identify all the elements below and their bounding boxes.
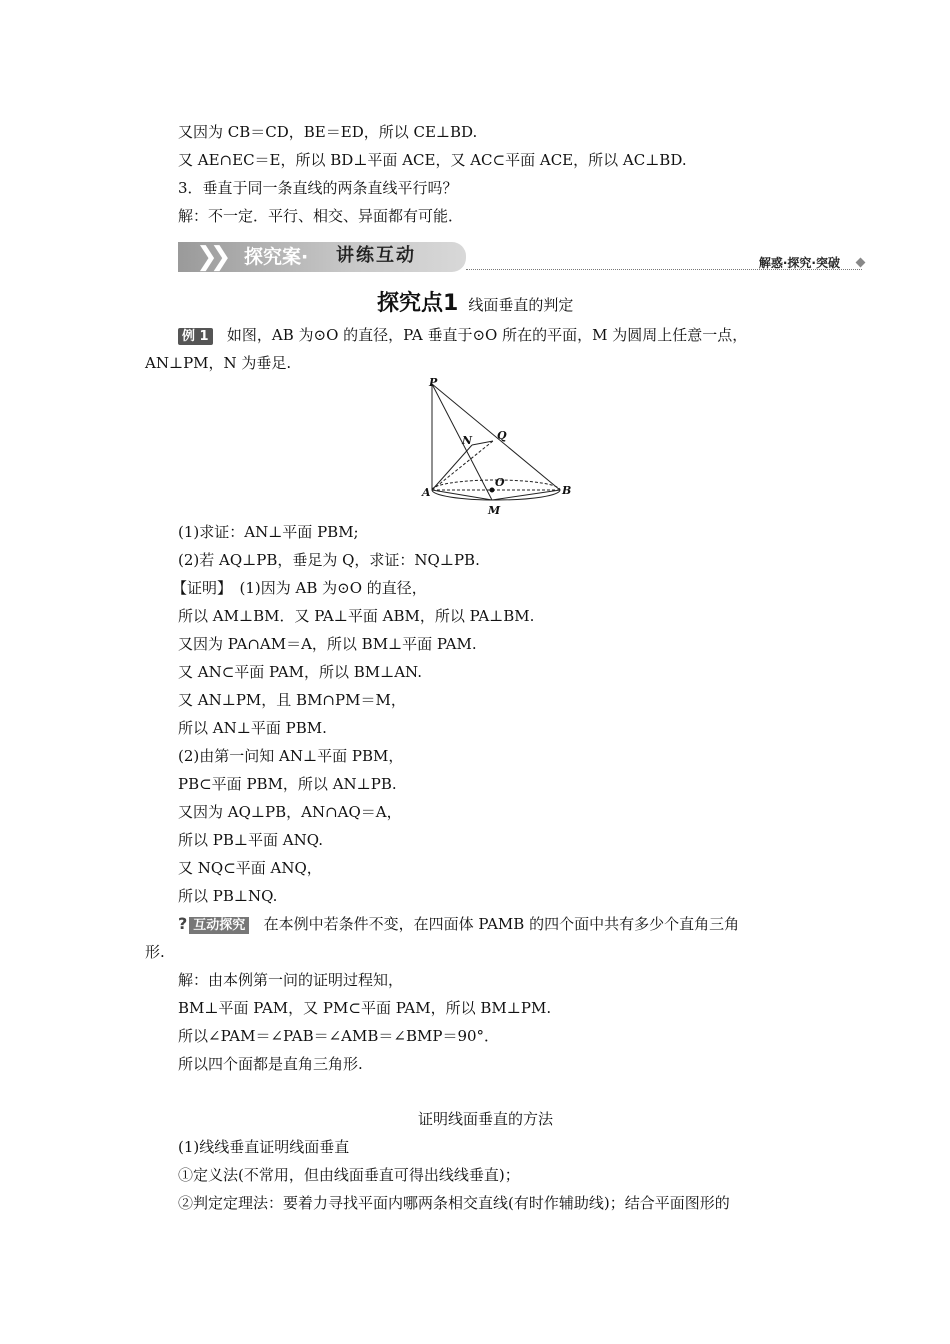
proof-line: 所以 AM⊥BM．又 PA⊥平面 ABM，所以 PA⊥BM. [178,607,535,625]
method-line: ②判定定理法：要着力寻找平面内哪两条相交直线(有时作辅助线)；结合平面图形的 [178,1194,730,1212]
label-N: N [462,434,473,447]
proof-line: PB⊂平面 PBM，所以 AN⊥PB. [178,775,397,793]
banner-right-tag: 解惑·探究·突破 [758,256,840,270]
solution-line: 所以四个面都是直角三角形. [178,1055,363,1073]
label-A: A [422,486,431,499]
segment-NQ [472,441,493,445]
cone-diagram [420,374,570,520]
circle-front-arc [432,490,560,500]
label-O: O [495,476,505,489]
solution-line: BM⊥平面 PAM，又 PM⊂平面 PAM，所以 BM⊥PM. [178,999,552,1017]
segment-AQ [432,441,493,490]
label-Q: Q [497,429,507,442]
method-title: 证明线面垂直的方法 [418,1110,554,1128]
section-title-main: 探究点1 [377,291,459,316]
center-point-O [490,488,495,493]
text-line: 又 AE∩EC＝E，所以 BD⊥平面 ACE，又 AC⊂平面 ACE，所以 AC⊥BD. [178,151,687,169]
proof-line: 所以 AN⊥平面 PBM. [178,719,327,737]
example-tag: 例 1 [178,328,213,345]
section-title [377,286,573,317]
proof-line: 又 AN⊂平面 PAM，所以 BM⊥AN. [178,663,422,681]
banner-subtitle: 讲练互动 [336,245,416,266]
double-chevron-icon: ❯❯ [196,242,224,272]
proof-line: 所以 PB⊥平面 ANQ. [178,831,324,849]
interactive-line [178,914,739,934]
section-title-sub: 线面垂直的判定 [468,296,574,314]
proof-line: (2)由第一问知 AN⊥平面 PBM， [178,747,404,765]
proof-line: 又 AN⊥PM，且 BM∩PM＝M， [178,691,406,709]
proof-line: 所以 PB⊥NQ. [178,887,278,905]
banner-title: 探究案· [244,246,309,268]
proof-line: 又 NQ⊂平面 ANQ， [178,859,322,877]
interactive-tag: 互动探究 [189,917,249,934]
question-2: (2)若 AQ⊥PB，垂足为 Q，求证：NQ⊥PB. [178,551,480,569]
question-1: (1)求证：AN⊥平面 PBM; [178,523,359,541]
geometry-figure [420,374,570,524]
example-text: 如图，AB 为⊙O 的直径，PA 垂直于⊙O 所在的平面，M 为圆周上任意一点， [226,326,748,344]
solution-line: 所以∠PAM＝∠PAB＝∠AMB＝∠BMP＝90°． [178,1027,500,1045]
segment-AN [432,445,472,490]
text-line: 又因为 CB＝CD，BE＝ED，所以 CE⊥BD. [178,123,478,141]
label-B: B [562,484,572,497]
interactive-line-2: 形. [145,943,165,961]
section-banner [178,242,466,272]
interactive-text: 在本例中若条件不变，在四面体 PAMB 的四个面中共有多少个直角三角 [263,915,740,933]
diamond-icon [856,258,866,268]
text-line: 3．垂直于同一条直线的两条直线平行吗？ [178,179,458,197]
example-line [178,325,747,345]
method-line: (1)线线垂直证明线面垂直 [178,1138,350,1156]
method-line: ①定义法(不常用，但由线面垂直可得出线线垂直)； [178,1166,520,1184]
proof-line: 又因为 PA∩AM＝A，所以 BM⊥平面 PAM. [178,635,477,653]
proof-line: 又因为 AQ⊥PB，AN∩AQ＝A， [178,803,402,821]
label-P: P [429,376,438,389]
question-mark-icon: ? [178,914,188,933]
segment-PB [432,384,560,490]
label-M: M [488,504,501,517]
example-line-2: AN⊥PM，N 为垂足. [145,354,292,372]
solution-line: 解：由本例第一问的证明过程知， [178,971,404,989]
proof-line: 【证明】 (1)因为 AB 为⊙O 的直径， [172,579,427,597]
text-line: 解：不一定．平行、相交、异面都有可能． [178,207,464,225]
